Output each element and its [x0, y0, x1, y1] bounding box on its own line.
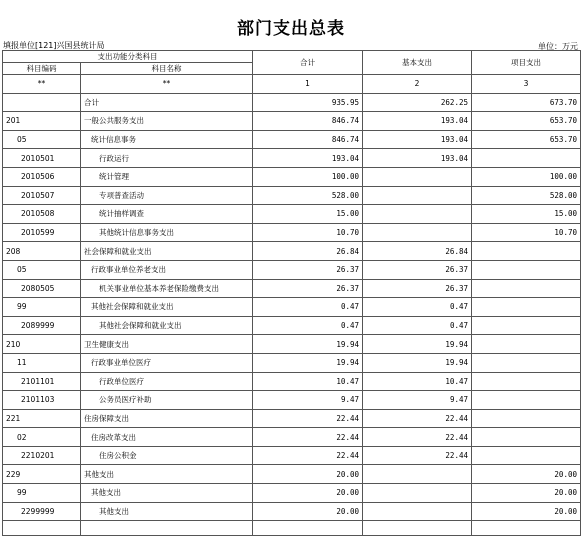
row-total: 26.37 [253, 279, 363, 298]
row-code: 229 [3, 465, 81, 484]
row-project [472, 409, 581, 428]
row-name: 其他社会保障和就业支出 [81, 316, 253, 335]
row-basic: 193.04 [363, 149, 472, 168]
row-total: 0.47 [253, 316, 363, 335]
row-code: 2299999 [3, 502, 81, 521]
row-total: 20.00 [253, 502, 363, 521]
row-name: 统计抽样调查 [81, 205, 253, 224]
row-code: 201 [3, 112, 81, 131]
table-row [3, 186, 581, 205]
empty-cell [363, 521, 472, 536]
header-total: 合计 [253, 51, 363, 75]
row-total: 100.00 [253, 167, 363, 186]
row-basic: 9.47 [363, 391, 472, 410]
row-total: 846.74 [253, 130, 363, 149]
row-basic: 193.04 [363, 130, 472, 149]
index-name: ** [81, 75, 253, 94]
row-total: 15.00 [253, 205, 363, 224]
row-basic [363, 484, 472, 503]
row-total: 0.47 [253, 298, 363, 317]
row-name: 行政单位医疗 [81, 372, 253, 391]
index-basic: 2 [363, 75, 472, 94]
row-project: 10.70 [472, 223, 581, 242]
row-project: 20.00 [472, 484, 581, 503]
row-basic [363, 465, 472, 484]
row-basic: 22.44 [363, 428, 472, 447]
row-project [472, 298, 581, 317]
table-row [3, 223, 581, 242]
table-row [3, 372, 581, 391]
row-name: 其他支出 [81, 502, 253, 521]
row-total: 935.95 [253, 93, 363, 112]
row-project: 20.00 [472, 502, 581, 521]
row-name: 其他支出 [81, 465, 253, 484]
row-code [3, 93, 81, 112]
row-total: 26.37 [253, 260, 363, 279]
row-project [472, 149, 581, 168]
row-code: 221 [3, 409, 81, 428]
row-total: 22.44 [253, 409, 363, 428]
row-name: 住房改革支出 [81, 428, 253, 447]
row-code: 2010599 [3, 223, 81, 242]
row-basic: 26.37 [363, 260, 472, 279]
row-name: 一般公共服务支出 [81, 112, 253, 131]
table-row [3, 502, 581, 521]
table-row [3, 335, 581, 354]
row-code: 05 [3, 260, 81, 279]
row-code: 05 [3, 130, 81, 149]
row-name: 公务员医疗补助 [81, 391, 253, 410]
row-total: 846.74 [253, 112, 363, 131]
row-basic: 10.47 [363, 372, 472, 391]
row-basic: 26.37 [363, 279, 472, 298]
row-name: 机关事业单位基本养老保险缴费支出 [81, 279, 253, 298]
row-project [472, 316, 581, 335]
row-name: 住房保障支出 [81, 409, 253, 428]
row-name: 行政事业单位医疗 [81, 353, 253, 372]
index-code: ** [3, 75, 81, 94]
row-project [472, 446, 581, 465]
index-total: 1 [253, 75, 363, 94]
row-total: 10.47 [253, 372, 363, 391]
row-basic [363, 502, 472, 521]
empty-cell [3, 521, 81, 536]
header-code: 科目编码 [3, 63, 81, 75]
row-code: 2010508 [3, 205, 81, 224]
row-basic [363, 205, 472, 224]
row-total: 20.00 [253, 465, 363, 484]
currency-unit: 单位：万元 [538, 42, 578, 51]
table-row [3, 391, 581, 410]
row-project: 528.00 [472, 186, 581, 205]
table-row [3, 409, 581, 428]
table-row [3, 205, 581, 224]
row-project: 100.00 [472, 167, 581, 186]
table-row [3, 112, 581, 131]
row-name: 其他统计信息事务支出 [81, 223, 253, 242]
row-code: 210 [3, 335, 81, 354]
row-project [472, 372, 581, 391]
row-code: 2101103 [3, 391, 81, 410]
row-name: 其他社会保障和就业支出 [81, 298, 253, 317]
table-row [3, 316, 581, 335]
row-code: 99 [3, 298, 81, 317]
row-basic: 19.94 [363, 353, 472, 372]
row-name: 社会保障和就业支出 [81, 242, 253, 261]
row-project [472, 335, 581, 354]
row-code: 99 [3, 484, 81, 503]
row-project: 20.00 [472, 465, 581, 484]
row-project [472, 391, 581, 410]
table-row [3, 446, 581, 465]
empty-cell [472, 521, 581, 536]
row-project [472, 353, 581, 372]
row-project: 15.00 [472, 205, 581, 224]
row-code: 02 [3, 428, 81, 447]
row-code: 2010507 [3, 186, 81, 205]
row-name: 住房公积金 [81, 446, 253, 465]
row-name: 专项普查活动 [81, 186, 253, 205]
table-row [3, 484, 581, 503]
row-total: 528.00 [253, 186, 363, 205]
table-row [3, 130, 581, 149]
table-row [3, 93, 581, 112]
row-total: 10.70 [253, 223, 363, 242]
row-name: 行政运行 [81, 149, 253, 168]
row-basic [363, 223, 472, 242]
table-row [3, 353, 581, 372]
row-basic [363, 186, 472, 205]
row-name: 卫生健康支出 [81, 335, 253, 354]
row-total: 20.00 [253, 484, 363, 503]
header-project: 项目支出 [472, 51, 581, 75]
header-name: 科目名称 [81, 63, 253, 75]
table-row [3, 260, 581, 279]
row-project [472, 242, 581, 261]
row-name: 行政事业单位养老支出 [81, 260, 253, 279]
row-basic: 0.47 [363, 316, 472, 335]
table-row [3, 167, 581, 186]
row-project [472, 260, 581, 279]
table-row [3, 298, 581, 317]
expenditure-table [2, 50, 581, 536]
row-code: 2101101 [3, 372, 81, 391]
row-basic: 22.44 [363, 409, 472, 428]
table-row [3, 242, 581, 261]
row-name: 合计 [81, 93, 253, 112]
reporting-unit: 填报单位[121]兴国县统计局 [3, 41, 105, 50]
table-row [3, 428, 581, 447]
empty-row [3, 521, 581, 536]
table-body [3, 93, 581, 536]
row-total: 19.94 [253, 335, 363, 354]
row-code: 2010506 [3, 167, 81, 186]
row-code: 2089999 [3, 316, 81, 335]
row-name: 统计信息事务 [81, 130, 253, 149]
row-basic: 193.04 [363, 112, 472, 131]
row-total: 22.44 [253, 428, 363, 447]
header-function-classification: 支出功能分类科目 [3, 51, 253, 63]
row-project: 673.70 [472, 93, 581, 112]
row-name: 其他支出 [81, 484, 253, 503]
table-row [3, 465, 581, 484]
row-code: 208 [3, 242, 81, 261]
row-name: 统计管理 [81, 167, 253, 186]
row-code: 2080505 [3, 279, 81, 298]
row-total: 9.47 [253, 391, 363, 410]
row-total: 22.44 [253, 446, 363, 465]
row-basic: 22.44 [363, 446, 472, 465]
row-basic: 262.25 [363, 93, 472, 112]
index-project: 3 [472, 75, 581, 94]
table-row [3, 149, 581, 168]
row-basic [363, 167, 472, 186]
row-project [472, 279, 581, 298]
report-title: 部门支出总表 [237, 19, 345, 39]
row-basic: 19.94 [363, 335, 472, 354]
table-row [3, 279, 581, 298]
row-code: 2010501 [3, 149, 81, 168]
row-total: 193.04 [253, 149, 363, 168]
row-total: 19.94 [253, 353, 363, 372]
row-project: 653.70 [472, 130, 581, 149]
row-basic: 0.47 [363, 298, 472, 317]
empty-cell [81, 521, 253, 536]
row-project [472, 428, 581, 447]
header-basic: 基本支出 [363, 51, 472, 75]
row-total: 26.84 [253, 242, 363, 261]
row-code: 2210201 [3, 446, 81, 465]
row-code: 11 [3, 353, 81, 372]
row-basic: 26.84 [363, 242, 472, 261]
empty-cell [253, 521, 363, 536]
row-project: 653.70 [472, 112, 581, 131]
